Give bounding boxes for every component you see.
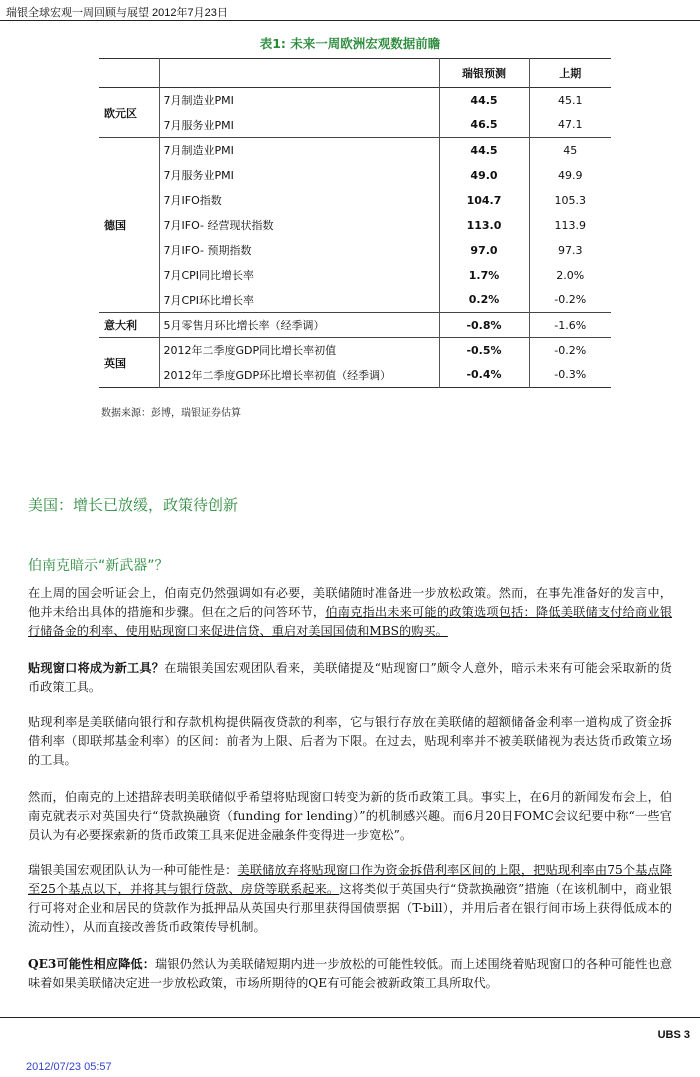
previous-cell: -0.2% — [554, 343, 587, 357]
paragraph-text: 然而，伯南克的上述措辞表明美联储似乎希望将贴现窗口转变为新的货币政策工具。事实上，在6月的新闻发布会上，伯南克就表示对英国央行“贷款换融资（funding for lending）”的机制感兴趣。而6月20日FOMC会议纪要中称“一些官员认为有必要探索新的货币政策工具来促进金融条件变得进一步宽松”。 — [28, 790, 672, 842]
macro-data-table — [99, 58, 611, 388]
paragraph-text: 瑞银美国宏观团队认为一种可能性是： — [28, 863, 238, 877]
header-indicator-cell — [159, 59, 439, 88]
header-previous: 上期 — [559, 67, 582, 80]
forecast-cell: 46.5 — [439, 113, 529, 138]
forecast-cell: -0.5% — [439, 338, 529, 363]
underlined-text: 美联储放弃将贴现窗口作为资金拆借利率区间的上限，把贴现利率由75个基点降至25个基点以下，并将其与银行贷款、房贷等联系起来。 — [28, 863, 672, 896]
paragraph-text: 在瑞银美国宏观团队看来，美联储提及“贴现窗口”颇令人意外，暗示未来有可能会采取新的货币政策工具。 — [28, 661, 672, 694]
paragraph-qe3 — [28, 955, 672, 993]
indicator-cell: 7月服务业PMI — [159, 163, 439, 188]
indicator-cell: 7月IFO- 经营现状指数 — [159, 213, 439, 238]
table-row — [99, 88, 611, 113]
previous-cell: 105.3 — [554, 193, 586, 207]
group-uk — [99, 338, 611, 388]
paragraph-lead: 贴现窗口将成为新工具？ — [28, 661, 165, 675]
paragraph-discount-rate — [28, 713, 672, 770]
paragraph-hearing — [28, 584, 672, 641]
table-row — [99, 113, 611, 138]
indicator-cell: 2012年二季度GDP同比增长率初值 — [159, 338, 439, 363]
table-row — [99, 363, 611, 388]
forecast-cell: 44.5 — [439, 138, 529, 163]
forecast-cell: 44.5 — [439, 88, 529, 113]
paragraph-new-tool — [28, 788, 672, 845]
section-subtitle: 伯南克暗示“新武器”？ — [28, 558, 169, 574]
footer-rule — [0, 1017, 700, 1018]
group-eurozone — [99, 88, 611, 138]
paragraph-text: 瑞银仍然认为美联储短期内进一步放松的可能性较低。而上述围绕着贴现窗口的各种可能性也意味着如果美联储决定进一步放松政策，市场所期待的QE有可能会被新政策工具所取代。 — [28, 957, 673, 990]
table-row — [99, 288, 611, 313]
forecast-cell: 1.7% — [439, 263, 529, 288]
indicator-cell: 7月制造业PMI — [159, 88, 439, 113]
indicator-cell: 7月IFO- 预期指数 — [159, 238, 439, 263]
indicator-cell: 7月服务业PMI — [159, 113, 439, 138]
paragraph-discount-window — [28, 659, 672, 697]
header-rule — [0, 20, 700, 21]
table-row — [99, 138, 611, 163]
region-cell: 英国 — [99, 338, 159, 388]
indicator-cell: 7月CPI环比增长率 — [159, 288, 439, 313]
paragraph-text: 这将类似于英国央行“贷款换融资”措施（在该机制中，商业银行可将对企业和居民的贷款作为抵押品从英国央行那里获得国债票据（T-bill），并用后者在银行间市场上获得低成本的流动性），从而直接改善货币政策传导机制。 — [28, 882, 672, 934]
forecast-cell: 104.7 — [439, 188, 529, 213]
header-region-cell — [99, 59, 159, 88]
forecast-cell: 49.0 — [439, 163, 529, 188]
forecast-cell: 0.2% — [439, 288, 529, 313]
paragraph-possibility — [28, 861, 672, 937]
table-row — [99, 213, 611, 238]
previous-cell: 49.9 — [558, 168, 583, 182]
table-source-note: 数据来源：彭博，瑞银证券估算 — [101, 408, 241, 419]
table-row — [99, 263, 611, 288]
paragraph-text: 贴现利率是美联储向银行和存款机构提供隔夜贷款的利率，它与银行存放在美联储的超额储备金利率一道构成了资金拆借利率（即联邦基金利率）的区间：前者为上限、后者为下限。在过去，贴现利率并不被美联储视为表达货币政策立场的工具。 — [28, 715, 672, 767]
group-germany — [99, 138, 611, 313]
forecast-cell: -0.8% — [439, 313, 529, 338]
previous-cell: 113.9 — [554, 218, 586, 232]
forecast-cell: 97.0 — [439, 238, 529, 263]
indicator-cell: 7月IFO指数 — [159, 188, 439, 213]
forecast-cell: 113.0 — [439, 213, 529, 238]
region-cell: 意大利 — [99, 313, 159, 338]
forecast-cell: -0.4% — [439, 363, 529, 388]
previous-cell: -0.2% — [554, 293, 587, 307]
region-cell: 欧元区 — [99, 88, 159, 138]
group-italy — [99, 313, 611, 338]
page-number: UBS 3 — [657, 1029, 690, 1041]
previous-cell: 2.0% — [556, 268, 585, 282]
previous-cell: 45 — [563, 143, 578, 157]
indicator-cell: 5月零售月环比增长率（经季调） — [159, 313, 439, 338]
running-header: 瑞银全球宏观一周回顾与展望 2012年7月23日 — [6, 7, 228, 19]
underlined-text: 伯南克指出未来可能的政策选项包括：降低美联储支付给商业银行储备金的利率、使用贴现窗口来促进信贷、重启对美国国债和MBS的购买。 — [28, 605, 673, 638]
table-row — [99, 313, 611, 338]
table-row — [99, 188, 611, 213]
paragraph-lead: QE3可能性相应降低： — [28, 957, 156, 971]
paragraph-text: 在上周的国会听证会上，伯南克仍然强调如有必要，美联储随时准备进一步放松政策。然而，在事先准备好的发言中，他并未给出具体的措施和步骤。但在之后的问答环节， — [28, 586, 672, 619]
previous-cell: -0.3% — [554, 368, 587, 382]
table-row — [99, 338, 611, 363]
indicator-cell: 7月制造业PMI — [159, 138, 439, 163]
table-row — [99, 163, 611, 188]
previous-cell: 45.1 — [558, 93, 583, 107]
section-title: 美国：增长已放缓，政策待创新 — [28, 496, 239, 514]
region-cell: 德国 — [99, 138, 159, 313]
indicator-cell: 2012年二季度GDP环比增长率初值（经季调） — [159, 363, 439, 388]
table-row — [99, 238, 611, 263]
header-forecast: 瑞银预测 — [439, 59, 529, 88]
previous-cell: 47.1 — [558, 118, 583, 132]
previous-cell: 97.3 — [558, 243, 583, 257]
indicator-cell: 7月CPI同比增长率 — [159, 263, 439, 288]
previous-cell: -1.6% — [554, 318, 587, 332]
print-timestamp: 2012/07/23 05:57 — [26, 1061, 112, 1073]
table-caption: 表1: 未来一周欧洲宏观数据前瞻 — [259, 36, 441, 51]
table-header-row — [99, 59, 611, 88]
